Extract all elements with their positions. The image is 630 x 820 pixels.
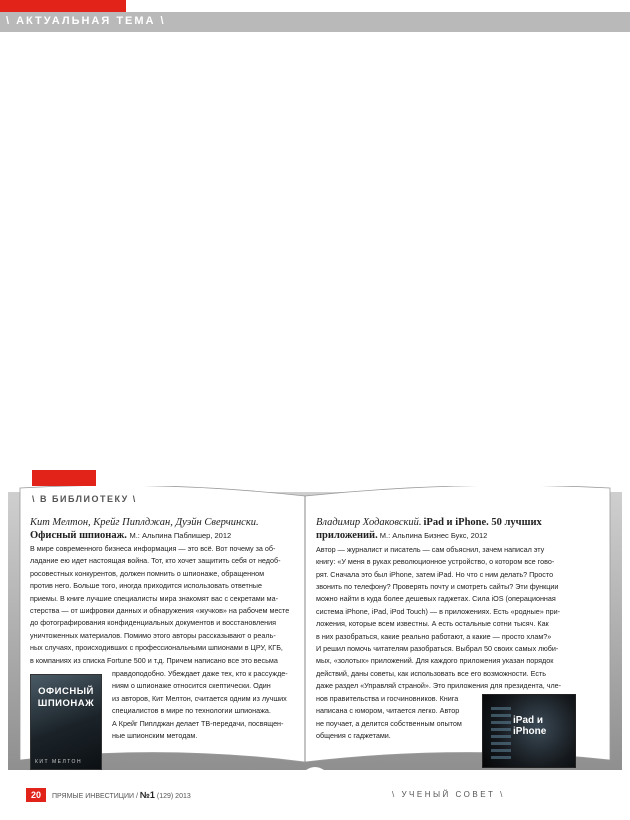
right-book-cover-image xyxy=(482,694,576,768)
cover-title-line-2: ШПИОНАЖ xyxy=(37,698,95,709)
text-line: в них разобраться, какие реально работают, а какие — просто хлам?» xyxy=(316,631,552,641)
left-book-cover-image xyxy=(30,674,102,770)
cover-app-icons xyxy=(491,703,511,759)
footer-section: \ УЧЕНЫЙ СОВЕТ \ xyxy=(392,790,505,799)
left-book-title-line xyxy=(30,529,300,542)
text-line: из авторов, Кит Мелтон, считается одним из лучших xyxy=(112,693,287,703)
text-line: общения с гаджетами. xyxy=(316,730,391,740)
text-line: ные шпионским методам. xyxy=(112,731,198,741)
text-line: Автор — журналист и писатель — сам объяснил, зачем написал эту xyxy=(316,544,545,554)
text-line: ложения, которые всем известны. А есть остальные сотни тысяч. Как xyxy=(316,619,549,629)
left-book-authors: Кит Мелтон, Крейг Пиплджан, Дуэйн Сверчински. xyxy=(30,517,259,528)
cover-title-line-2: iPhone xyxy=(513,726,547,737)
section-title: \ АКТУАЛЬНАЯ ТЕМА \ xyxy=(6,15,166,27)
text-line: звонить по телефону? Проверять почту и смотреть сайты? Эти функции xyxy=(316,582,559,592)
text-line: А Крейг Пиплджан делает ТВ-передачи, посвящен- xyxy=(112,718,284,728)
text-line: книгу: «У меня в руках революционное устройство, о котором все гово- xyxy=(316,557,555,567)
cover-title-line-1: ОФИСНЫЙ xyxy=(38,686,94,697)
text-line: против него. Больше того, иногда приходится использовать ответные xyxy=(30,581,262,591)
left-book-title: Офисный шпионаж. xyxy=(30,530,127,541)
text-line: правдоподобно. Убеждает даже тех, кто к рассужде- xyxy=(112,669,288,679)
text-line: можно найти в куда более дешевых гаджетах. Сила iOS (операционная xyxy=(316,594,556,604)
text-line: И решил помочь читателям разобраться. Выбрал 50 своих самых люби- xyxy=(316,644,559,654)
text-line: рят. Сначала это был iPhone, затем iPad. Но что с ним делать? Просто xyxy=(316,569,554,579)
text-line: действий, даны советы, как использовать все его возможности. Есть xyxy=(316,668,547,678)
text-line: мых, «золотых» приложений. Для каждого приложения указан порядок xyxy=(316,656,554,666)
footer-magazine: ПРЯМЫЕ ИНВЕСТИЦИИ / xyxy=(52,793,138,800)
cover-author: КИТ МЕЛТОН xyxy=(35,759,83,765)
section-header-bar xyxy=(0,12,630,32)
text-line: приемы. В книге лучшие специалисты мира знакомят вас с секретами ма- xyxy=(30,593,279,603)
text-line: в компаниях из списка Fortune 500 и т.д. Причем написано все это весьма xyxy=(30,655,278,665)
text-line: стерства — от шифровки данных и обнаружения «жучков» на рабочем месте xyxy=(30,606,290,616)
text-line: ниям о шпионаже относится скептически. Один xyxy=(112,681,271,691)
footer-issue-info: (129) 2013 xyxy=(156,793,191,800)
cover-title-line-1: iPad и xyxy=(513,715,544,726)
text-line: написана с юмором, читается легко. Автор xyxy=(316,706,460,716)
text-line: нов правительства и госчиновников. Книга xyxy=(316,693,459,703)
right-book-title: iPad и iPhone. 50 лучших приложений. xyxy=(316,517,542,542)
text-line: до фотографирования конфиденциальных документов и восстановления xyxy=(30,618,277,628)
library-section-label: \ В БИБЛИОТЕКУ \ xyxy=(32,494,137,504)
text-line: ладание ею идет настоящая война. Тот, кто хочет защитить себя от недоб- xyxy=(30,556,281,566)
right-book-authors: Владимир Ходаковский. xyxy=(316,517,422,528)
text-line: система iPhone, iPad, iPod Touch) — в приложениях. Есть «родные» при- xyxy=(316,606,561,616)
text-line: не поучает, а делится собственным опытом xyxy=(316,718,462,728)
text-line: уничтоженных материалов. Помимо этого авторы рассказывают о реаль- xyxy=(30,630,276,640)
left-book-publisher: М.: Альпина Паблишер, 2012 xyxy=(129,531,232,540)
footer-publication xyxy=(52,790,191,800)
footer-issue-number: №1 xyxy=(139,790,155,800)
text-line: специалистов в мире по технологии шпионажа. xyxy=(112,706,271,716)
text-line: даже раздел «Управляй страной». Это приложения для президента, чле- xyxy=(316,681,562,691)
text-line: росовестных конкурентов, должен помнить о шпионаже, обращенном xyxy=(30,568,265,578)
library-accent-block xyxy=(32,470,96,486)
text-line: В мире современного бизнеса информация — это всё. Вот почему за об- xyxy=(30,544,276,553)
right-book-publisher: М.: Альпина Бизнес Букс, 2012 xyxy=(379,531,488,541)
text-line: ных случаях, происходивших с профессиональными шпионами в ЦРУ, КГБ, xyxy=(30,643,283,653)
section-accent-block xyxy=(0,0,126,12)
page-number: 20 xyxy=(26,788,46,802)
left-book-description xyxy=(30,543,300,667)
right-book-heading xyxy=(316,516,584,543)
